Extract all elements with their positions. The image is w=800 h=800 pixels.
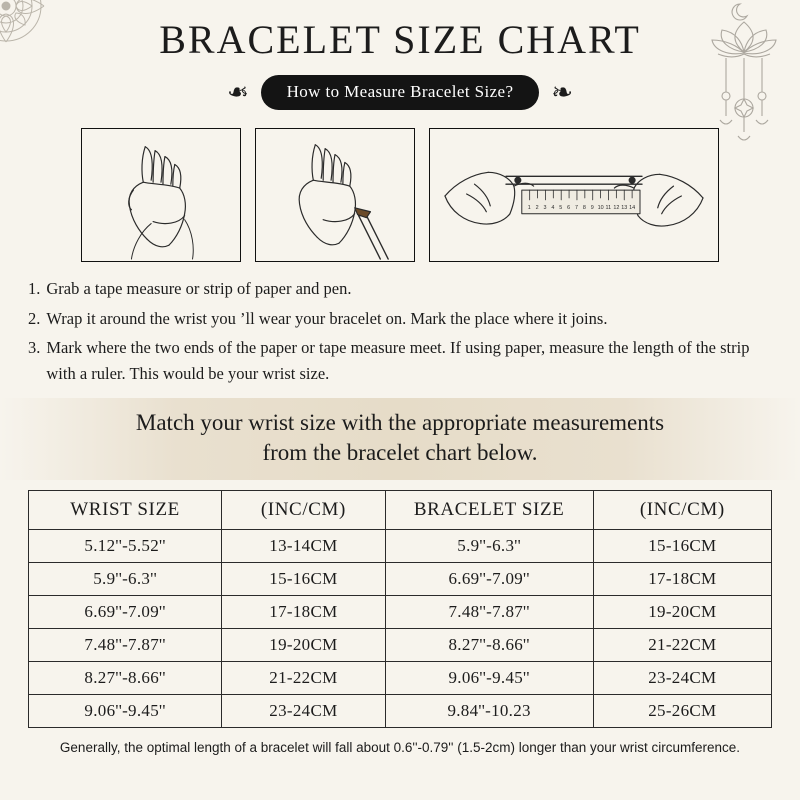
column-header-bracelet-size: BRACELET SIZE (385, 491, 593, 530)
cell-bracelet-cm: 21-22CM (593, 629, 771, 662)
svg-text:7: 7 (574, 204, 579, 211)
match-instruction-band (0, 398, 800, 480)
cell-wrist-inches: 7.48''-7.87'' (29, 629, 222, 662)
cell-bracelet-inches: 8.27''-8.66'' (385, 629, 593, 662)
svg-text:5: 5 (559, 204, 563, 211)
svg-text:14: 14 (629, 204, 636, 211)
hand-with-paper-strip-illustration (255, 128, 415, 262)
step-number: 3. (28, 338, 41, 358)
cell-bracelet-cm: 17-18CM (593, 563, 771, 596)
cell-bracelet-inches: 9.06''-9.45'' (385, 662, 593, 695)
table-row (29, 662, 772, 695)
svg-text:12: 12 (613, 204, 620, 211)
cell-bracelet-cm: 15-16CM (593, 530, 771, 563)
footnote: Generally, the optimal length of a bracelet will fall about 0.6''-0.79'' (1.5-2cm) longer than your wrist circumference. (59, 740, 741, 756)
cell-wrist-cm: 17-18CM (222, 596, 385, 629)
step-text: Wrap it around the wrist you ’ll wear your bracelet on. Mark the place where it joins. (46, 308, 608, 328)
cell-bracelet-inches: 9.84''-10.23 (385, 695, 593, 728)
cell-bracelet-cm: 23-24CM (593, 662, 771, 695)
svg-text:3: 3 (543, 204, 547, 211)
cell-bracelet-cm: 19-20CM (593, 596, 771, 629)
column-header-wrist-size: WRIST SIZE (29, 491, 222, 530)
svg-text:1: 1 (527, 204, 531, 211)
cell-bracelet-inches: 6.69''-7.09'' (385, 563, 593, 596)
cell-wrist-inches: 8.27''-8.66'' (29, 662, 222, 695)
svg-text:10: 10 (597, 204, 604, 211)
cell-wrist-inches: 6.69''-7.09'' (29, 596, 222, 629)
cell-wrist-cm: 19-20CM (222, 629, 385, 662)
list-item (28, 335, 772, 386)
page-title: BRACELET SIZE CHART (159, 17, 641, 62)
steps-list (0, 276, 800, 386)
hands-measuring-strip-with-ruler-illustration (429, 128, 719, 262)
table-row (29, 629, 772, 662)
svg-text:8: 8 (582, 204, 586, 211)
svg-text:2: 2 (535, 204, 539, 211)
size-table (28, 490, 772, 728)
cell-wrist-cm: 21-22CM (222, 662, 385, 695)
illustration-row (0, 128, 800, 262)
step-text: Mark where the two ends of the paper or tape measure meet. If using paper, measure the length of the strip with a ruler. This would be your wrist size. (46, 338, 750, 383)
cell-wrist-cm: 15-16CM (222, 563, 385, 596)
svg-text:4: 4 (551, 204, 555, 211)
cell-bracelet-inches: 7.48''-7.87'' (385, 596, 593, 629)
step-number: 1. (28, 279, 41, 298)
cell-wrist-inches: 5.12''-5.52'' (29, 530, 222, 563)
cell-wrist-inches: 9.06''-9.45'' (29, 695, 222, 728)
table-row (29, 563, 772, 596)
cell-bracelet-cm: 25-26CM (593, 695, 771, 728)
subtitle-badge: How to Measure Bracelet Size? (261, 75, 540, 110)
step-number: 2. (28, 308, 41, 328)
size-table-wrapper (0, 490, 800, 728)
cell-bracelet-inches: 5.9''-6.3'' (385, 530, 593, 563)
table-row (29, 530, 772, 563)
svg-text:9: 9 (590, 204, 594, 211)
svg-text:13: 13 (621, 204, 628, 211)
flourish-right-icon: ❧ (551, 77, 574, 108)
svg-text:11: 11 (605, 204, 612, 211)
flourish-left-icon: ❧ (226, 77, 249, 108)
band-line-1: Match your wrist size with the appropriate measurements (135, 410, 665, 436)
column-header-bracelet-units: (INC/CM) (593, 491, 771, 530)
step-text: Grab a tape measure or strip of paper and pen. (46, 279, 352, 298)
column-header-wrist-units: (INC/CM) (222, 491, 385, 530)
table-row (29, 695, 772, 728)
table-header-row (29, 491, 772, 530)
band-line-2: from the bracelet chart below. (262, 440, 538, 466)
table-row (29, 596, 772, 629)
list-item (28, 306, 772, 332)
svg-text:6: 6 (567, 204, 571, 211)
cell-wrist-inches: 5.9''-6.3'' (29, 563, 222, 596)
cell-wrist-cm: 13-14CM (222, 530, 385, 563)
cell-wrist-cm: 23-24CM (222, 695, 385, 728)
hand-with-tape-illustration (81, 128, 241, 262)
subtitle-row (0, 75, 800, 110)
list-item (28, 276, 772, 302)
